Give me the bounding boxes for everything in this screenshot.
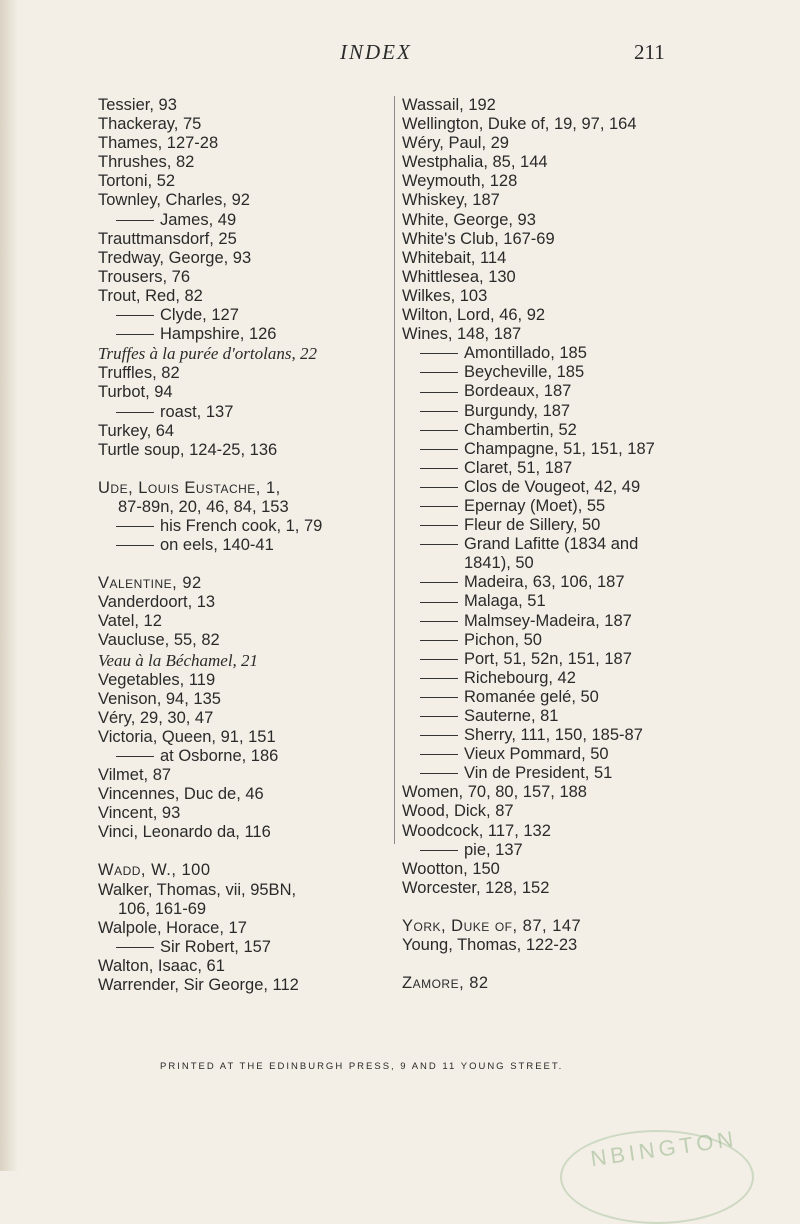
- ditto-dash: [420, 621, 458, 622]
- index-entry-text: Turbot, 94: [98, 383, 173, 402]
- index-entry: [98, 422, 380, 441]
- index-entry-text: Westphalia, 85, 144: [402, 153, 548, 172]
- index-entry-text: Vieux Pommard, 50: [464, 745, 609, 764]
- index-entry-text: Worcester, 128, 152: [402, 878, 550, 897]
- index-entry-text: Beycheville, 185: [464, 363, 585, 382]
- index-entry-text: Warrender, Sir George, 112: [98, 976, 299, 995]
- index-entry: [402, 191, 732, 210]
- index-entry: [98, 287, 380, 306]
- index-entry: [402, 306, 732, 325]
- index-entry-text: Wéry, Paul, 29: [402, 134, 509, 153]
- index-entry-text: Vinci, Leonardo da, 116: [98, 823, 271, 842]
- index-entry-text: 1841), 50: [464, 554, 534, 573]
- index-entry-text: Weymouth, 128: [402, 172, 518, 191]
- index-entry-text: Port, 51, 52n, 151, 187: [464, 649, 632, 668]
- printer-imprint: PRINTED AT THE EDINBURGH PRESS, 9 AND 11 YOUNG STREET.: [160, 1061, 564, 1072]
- index-entry: [402, 535, 732, 554]
- index-entry-text: Vilmet, 87: [98, 766, 172, 785]
- index-entry: [402, 879, 732, 898]
- ditto-dash: [420, 735, 458, 736]
- index-entry-text: Townley, Charles, 92: [98, 191, 250, 210]
- index-entry: [402, 745, 732, 764]
- index-entry: [98, 441, 380, 460]
- index-entry: [402, 669, 732, 688]
- index-entry: [402, 287, 732, 306]
- index-entry-text: Wood, Dick, 87: [402, 802, 514, 821]
- ditto-dash: [116, 545, 154, 546]
- index-entry: [98, 249, 380, 268]
- running-title: INDEX: [340, 40, 412, 64]
- ditto-dash: [420, 582, 458, 583]
- index-entry-text: White's Club, 167-69: [402, 229, 555, 248]
- index-entry: [98, 325, 380, 344]
- index-entry: [402, 650, 732, 669]
- index-entry: [98, 498, 380, 517]
- index-entry: [98, 536, 380, 555]
- index-entry: [402, 688, 732, 707]
- index-entry: [402, 917, 732, 936]
- index-entry-text: pie, 137: [464, 840, 523, 859]
- index-entry: [402, 592, 732, 611]
- index-entry-text: 87-89n, 20, 46, 84, 153: [118, 497, 289, 516]
- index-entry-text: his French cook, 1, 79: [160, 516, 323, 535]
- page-gutter-shadow: [0, 0, 18, 1171]
- index-entry-text: Burgundy, 187: [464, 401, 571, 420]
- index-entry-text: Woodcock, 117, 132: [402, 821, 551, 840]
- index-entry: [98, 976, 380, 995]
- index-entry: [98, 823, 380, 842]
- index-entry: [402, 459, 732, 478]
- index-entry-text: Tessier, 93: [98, 96, 177, 114]
- index-entry: [98, 306, 380, 325]
- index-entry-text: Tortoni, 52: [98, 172, 176, 191]
- index-entry-text: Turkey, 64: [98, 421, 175, 440]
- index-entry: [402, 402, 732, 421]
- index-entry-text: Wadd, W., 100: [98, 861, 211, 880]
- index-entry-text: White, George, 93: [402, 210, 536, 229]
- page-number: 211: [634, 40, 665, 64]
- index-entry: [98, 785, 380, 804]
- ditto-dash: [420, 697, 458, 698]
- index-entry-text: Malmsey-Madeira, 187: [464, 611, 632, 630]
- ditto-dash: [116, 756, 154, 757]
- index-entry-text: Thackeray, 75: [98, 115, 202, 134]
- index-entry-text: Champagne, 51, 151, 187: [464, 439, 655, 458]
- ditto-dash: [116, 947, 154, 948]
- index-entry-text: Vegetables, 119: [98, 670, 216, 689]
- index-entry: [98, 268, 380, 287]
- index-entry: [402, 631, 732, 650]
- ditto-dash: [420, 754, 458, 755]
- index-entry-text: Epernay (Moet), 55: [464, 496, 606, 515]
- index-entry-text: Walpole, Horace, 17: [98, 918, 247, 937]
- ditto-dash: [420, 506, 458, 507]
- index-entry-text: Tredway, George, 93: [98, 248, 252, 267]
- ditto-dash: [420, 659, 458, 660]
- index-entry: [402, 478, 732, 497]
- index-entry: [402, 211, 732, 230]
- index-entry: [98, 709, 380, 728]
- index-entry: [402, 230, 732, 249]
- index-entry: [98, 593, 380, 612]
- index-entry-text: Walker, Thomas, vii, 95BN,: [98, 880, 297, 899]
- index-entry: [402, 612, 732, 631]
- index-entry-text: Pichon, 50: [464, 630, 542, 649]
- index-entry: [402, 516, 732, 535]
- index-entry: [402, 573, 732, 592]
- index-entry-text: Thrushes, 82: [98, 153, 195, 172]
- index-entry-text: York, Duke of, 87, 147: [402, 916, 582, 935]
- ditto-dash: [420, 773, 458, 774]
- index-entry: [402, 440, 732, 459]
- index-entry-text: on eels, 140-41: [160, 536, 274, 555]
- index-entry: [402, 707, 732, 726]
- index-entry-text: roast, 137: [160, 402, 234, 421]
- index-entry-text: Clos de Vougeot, 42, 49: [464, 477, 641, 496]
- index-entry-text: Whittlesea, 130: [402, 267, 516, 286]
- index-column-right: [402, 96, 732, 993]
- index-entry: [98, 766, 380, 785]
- index-entry-text: Veau à la Béchamel, 21: [98, 650, 259, 670]
- ditto-dash: [116, 315, 154, 316]
- index-entry: [402, 421, 732, 440]
- index-entry-text: James, 49: [160, 210, 237, 229]
- index-entry: [98, 574, 380, 593]
- index-entry-text: Grand Lafitte (1834 and: [464, 535, 639, 554]
- index-entry: [98, 881, 380, 900]
- index-entry: [402, 172, 732, 191]
- ditto-dash: [420, 372, 458, 373]
- index-entry-text: Wilton, Lord, 46, 92: [402, 306, 546, 325]
- index-entry-text: 106, 161-69: [118, 899, 207, 918]
- index-entry: [402, 134, 732, 153]
- index-entry: [98, 211, 380, 230]
- index-entry: [98, 191, 380, 210]
- index-entry: [402, 115, 732, 134]
- index-entry: [98, 957, 380, 976]
- ditto-dash: [420, 640, 458, 641]
- index-entry-text: Vincennes, Duc de, 46: [98, 785, 264, 804]
- index-entry-text: Zamore, 82: [402, 974, 489, 993]
- index-entry-text: Valentine, 92: [98, 574, 202, 593]
- index-entry: [402, 268, 732, 287]
- index-entry-text: Young, Thomas, 122-23: [402, 936, 578, 955]
- index-entry-text: Hampshire, 126: [160, 325, 277, 344]
- index-entry: [98, 383, 380, 402]
- index-entry: [98, 804, 380, 823]
- ditto-dash: [420, 449, 458, 450]
- ditto-dash: [420, 411, 458, 412]
- index-entry: [98, 690, 380, 709]
- index-entry: [98, 115, 380, 134]
- index-entry: [98, 612, 380, 631]
- index-entry: [98, 230, 380, 249]
- index-entry: [402, 936, 732, 955]
- index-entry-text: Chambertin, 52: [464, 420, 577, 439]
- index-entry-text: Turtle soup, 124-25, 136: [98, 440, 278, 459]
- index-entry: [402, 822, 732, 841]
- index-entry: [98, 671, 380, 690]
- index-entry-text: Women, 70, 80, 157, 188: [402, 783, 587, 802]
- index-entry-text: Romanée gelé, 50: [464, 687, 599, 706]
- index-entry: [402, 841, 732, 860]
- index-entry: [98, 747, 380, 766]
- index-entry-text: Vatel, 12: [98, 612, 162, 631]
- page-header: [0, 40, 800, 70]
- index-entry: [402, 382, 732, 401]
- column-divider: [394, 96, 395, 844]
- index-entry: [402, 96, 732, 115]
- index-entry-text: Vanderdoort, 13: [98, 593, 216, 612]
- index-entry-text: Madeira, 63, 106, 187: [464, 573, 625, 592]
- index-entry-text: Wootton, 150: [402, 859, 500, 878]
- index-entry: [402, 363, 732, 382]
- index-entry: [402, 974, 732, 993]
- index-entry-text: Venison, 94, 135: [98, 689, 221, 708]
- index-entry-text: Thames, 127-28: [98, 134, 219, 153]
- index-entry: [402, 764, 732, 783]
- index-entry: [402, 860, 732, 879]
- ditto-dash: [116, 220, 154, 221]
- index-entry-text: Sauterne, 81: [464, 707, 559, 725]
- ditto-dash: [420, 678, 458, 679]
- index-entry: [402, 249, 732, 268]
- index-entry-text: Victoria, Queen, 91, 151: [98, 727, 276, 746]
- index-entry-text: Vin de President, 51: [464, 764, 613, 783]
- index-entry: [98, 172, 380, 191]
- index-entry-text: Clyde, 127: [160, 306, 239, 325]
- library-stamp-text: NBINGTON: [588, 1125, 739, 1172]
- ditto-dash: [420, 544, 458, 545]
- index-entry: [98, 861, 380, 880]
- index-entry: [98, 153, 380, 172]
- ditto-dash: [420, 716, 458, 717]
- ditto-dash: [420, 602, 458, 603]
- ditto-dash: [116, 526, 154, 527]
- index-entry-text: Wines, 148, 187: [402, 325, 522, 344]
- index-entry-text: Walton, Isaac, 61: [98, 956, 225, 975]
- index-entry-text: Vaucluse, 55, 82: [98, 631, 220, 650]
- index-entry-text: Malaga, 51: [464, 592, 546, 611]
- index-entry: [98, 651, 380, 671]
- ditto-dash: [420, 487, 458, 488]
- index-entry-text: Wellington, Duke of, 19, 97, 164: [402, 115, 637, 134]
- index-entry: [402, 802, 732, 821]
- index-entry: [402, 554, 732, 573]
- index-column-left: [98, 96, 380, 995]
- index-entry: [98, 134, 380, 153]
- index-entry: [98, 631, 380, 650]
- index-entry: [402, 325, 732, 344]
- index-entry-text: Wilkes, 103: [402, 286, 488, 305]
- index-entry-text: Vincent, 93: [98, 804, 181, 823]
- index-entry: [402, 726, 732, 745]
- index-entry-text: Fleur de Sillery, 50: [464, 516, 601, 535]
- index-entry: [98, 938, 380, 957]
- index-entry-text: Truffles, 82: [98, 364, 180, 383]
- index-entry-text: Whitebait, 114: [402, 248, 507, 267]
- index-entry-text: Ude, Louis Eustache, 1,: [98, 478, 281, 497]
- ditto-dash: [420, 525, 458, 526]
- index-entry-text: Trousers, 76: [98, 267, 191, 286]
- index-entry: [98, 403, 380, 422]
- index-entry: [98, 479, 380, 498]
- ditto-dash: [116, 334, 154, 335]
- index-entry: [98, 728, 380, 747]
- index-entry-text: Amontillado, 185: [464, 344, 587, 363]
- index-entry-text: Bordeaux, 187: [464, 382, 572, 401]
- index-entry: [402, 783, 732, 802]
- ditto-dash: [420, 468, 458, 469]
- index-entry-text: Sir Robert, 157: [160, 937, 271, 956]
- index-entry: [98, 919, 380, 938]
- ditto-dash: [420, 850, 458, 851]
- index-entry-text: Trauttmansdorf, 25: [98, 229, 237, 248]
- index-entry: [98, 364, 380, 383]
- index-entry-text: Claret, 51, 187: [464, 458, 573, 477]
- index-entry-text: Trout, Red, 82: [98, 286, 203, 305]
- index-entry: [98, 900, 380, 919]
- ditto-dash: [420, 353, 458, 354]
- index-entry: [402, 497, 732, 516]
- index-entry-text: Truffes à la purée d'ortolans, 22: [98, 344, 317, 364]
- index-entry-text: at Osborne, 186: [160, 747, 279, 765]
- index-entry: [402, 344, 732, 363]
- ditto-dash: [420, 430, 458, 431]
- index-entry: [98, 344, 380, 364]
- index-entry-text: Whiskey, 187: [402, 191, 500, 210]
- index-entry-text: Richebourg, 42: [464, 668, 576, 687]
- index-entry: [98, 96, 380, 115]
- ditto-dash: [116, 412, 154, 413]
- ditto-dash: [420, 392, 458, 393]
- index-entry-text: Wassail, 192: [402, 96, 496, 114]
- index-entry-text: Véry, 29, 30, 47: [98, 708, 214, 727]
- index-entry: [402, 153, 732, 172]
- index-entry: [98, 517, 380, 536]
- index-entry-text: Sherry, 111, 150, 185-87: [464, 726, 643, 745]
